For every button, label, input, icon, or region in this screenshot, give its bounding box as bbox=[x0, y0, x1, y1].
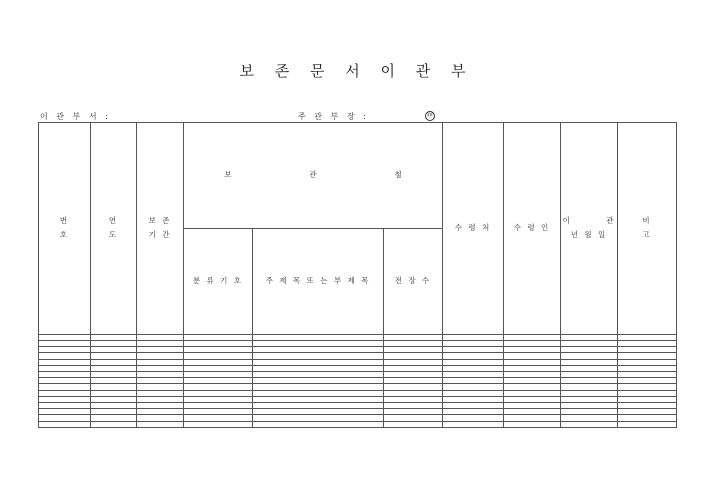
table-row bbox=[39, 421, 677, 427]
ledger-body bbox=[39, 334, 677, 427]
col-transfer-line1: 이 관 bbox=[562, 216, 616, 226]
col-storage-char-1: 보 bbox=[224, 170, 232, 180]
col-class-code: 분 류 기 호 bbox=[184, 228, 253, 334]
table-cell bbox=[443, 421, 504, 427]
col-number: 번 호 bbox=[39, 123, 91, 335]
table-cell bbox=[184, 421, 253, 427]
table-cell bbox=[618, 421, 677, 427]
seal-mark: ㊞ bbox=[426, 112, 433, 119]
col-transfer-line2: 년 월 일 bbox=[570, 230, 608, 240]
col-remarks: 비 고 bbox=[618, 123, 677, 335]
table-cell bbox=[504, 421, 561, 427]
col-subject: 주 제 목 또 는 부 제 목 bbox=[253, 228, 384, 334]
col-storage-char-2: 관 bbox=[309, 170, 317, 180]
col-retention-line2: 기 간 bbox=[148, 230, 172, 240]
col-retention-line1: 보 존 bbox=[148, 216, 172, 226]
table-cell bbox=[137, 421, 184, 427]
col-recipient: 수 령 인 bbox=[504, 123, 561, 335]
col-storage-char-3: 철 bbox=[394, 170, 402, 180]
col-year: 연 도 bbox=[91, 123, 137, 335]
table-cell bbox=[561, 421, 618, 427]
col-receiver: 수 령 처 bbox=[443, 123, 504, 335]
table-cell bbox=[384, 421, 443, 427]
col-page-count: 전 장 수 bbox=[384, 228, 443, 334]
table-cell bbox=[39, 421, 91, 427]
page-title: 보 존 문 서 이 관 부 bbox=[239, 62, 474, 80]
transfer-dept-label: 이 관 부 서 : bbox=[40, 112, 111, 121]
table-cell bbox=[91, 421, 137, 427]
col-transfer-date bbox=[561, 123, 618, 335]
col-retention bbox=[137, 123, 184, 335]
col-storage-group bbox=[184, 123, 443, 229]
ledger-table bbox=[38, 122, 677, 428]
chief-label: 주 관 부 장 : bbox=[298, 112, 369, 121]
table-cell bbox=[253, 421, 384, 427]
